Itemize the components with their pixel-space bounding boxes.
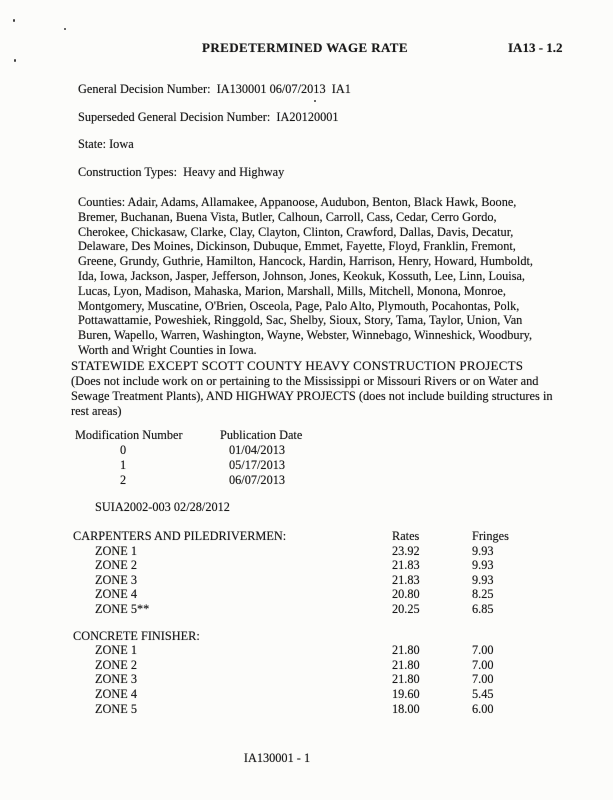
modification-number-header: Modification Number [75,428,183,442]
wage-row [73,558,563,573]
rate-value: 18.00 [392,701,420,716]
rate-value: 21.83 [392,558,420,573]
superseded-decision-number: Superseded General Decision Number: IA20120001 [78,110,339,124]
page-footer: IA130001 - 1 [243,751,311,765]
publication-date-header: Publication Date [220,428,303,442]
construction-types-line: Construction Types: Heavy and Highway [78,165,285,179]
project-scope-heading: STATEWIDE EXCEPT SCOTT COUNTY HEAVY CONSTRUCTION PROJECTS [71,358,524,373]
modification-row [75,458,375,473]
project-scope-note: (Does not include work on or pertaining to the Mississippi or Missouri Rivers or on Water and Sewage Treatment Plants), AND HIGHWAY PROJECTS (does not include building structures in rest areas) [71,374,553,418]
rate-value: 19.60 [392,686,420,701]
fringe-value: 7.00 [472,643,494,658]
wage-row [73,687,563,702]
rates-column-header: Rates [392,529,420,543]
wage-row [73,587,563,602]
wage-row [73,658,563,673]
zone-label: ZONE 5** [95,601,150,616]
modification-number: 1 [120,458,127,472]
counties-paragraph: Counties: Adair, Adams, Allamakee, Appanoose, Audubon, Benton, Black Hawk, Boone, Bremer, Buchanan, Buena Vista, Butler, Calhoun, Carroll, Cass, Cedar, Cerro Gordo, Cherokee, Chickasaw, Clarke, Clay, Clayton, Clinton, Crawford, Dallas, Davis, Decatur, Delaware, Des Moines, Dickinson, Dubuque, Emmet, Fayette, Floyd, Franklin, Fremont, Greene, Grundy, Guthrie, Hamilton, Hancock, Hardin, Harrison, Henry, Howard, Humboldt, Ida, Iowa, Jackson, Jasper, Jefferson, Johnson, Jones, Keokuk, Kossuth, Lee, Linn, Louisa, Lucas, Lyon, Madison, Mahaska, Marion, Marshall, Mills, Mitchell, Monona, Monroe, Montgomery, Muscatine, O'Brien, Osceola, Page, Palo Alto, Plymouth, Pocahontas, Polk, Pottawattamie, Poweshiek, Ringgold, Sac, Shelby, Sioux, Story, Tama, Taylor, Union, Van Buren, Wapello, Warren, Washington, Wayne, Webster, Winnebago, Winneshick, Woodbury, Worth and Wright Counties in Iowa. [78,195,533,357]
modification-row [75,443,375,458]
fringes-column-header: Fringes [472,529,509,543]
zone-label: ZONE 1 [95,543,138,558]
fringe-value: 9.93 [472,543,494,558]
wage-row [73,672,563,687]
rate-value: 21.80 [392,672,420,687]
fringe-value: 5.45 [472,686,494,701]
rate-value: 23.92 [392,543,420,558]
fringe-value: 7.00 [472,672,494,687]
zone-label: ZONE 2 [95,657,138,672]
fringe-value: 8.25 [472,587,494,602]
publication-date: 05/17/2013 [229,458,286,472]
state-line: State: Iowa [78,137,134,151]
scan-speck [14,59,16,62]
modification-number: 2 [120,473,127,487]
wage-section-header-row [73,529,563,544]
rate-value: 21.80 [392,657,420,672]
scan-speck [64,28,66,30]
wage-row [73,602,563,617]
fringe-value: 9.93 [472,572,494,587]
wage-rate-table [73,529,563,716]
modification-number: 0 [120,443,127,457]
classification-title: CONCRETE FINISHER: [73,628,200,643]
zone-label: ZONE 4 [95,686,138,701]
scan-speck [314,100,316,102]
zone-label: ZONE 5 [95,701,138,716]
modifications-table [75,428,375,488]
wage-row [73,643,563,658]
publication-date: 06/07/2013 [229,473,286,487]
zone-label: ZONE 3 [95,672,138,687]
scan-speck [13,19,15,22]
modification-row [75,473,375,488]
rate-value: 20.80 [392,587,420,602]
fringe-value: 9.93 [472,558,494,573]
rate-value: 20.25 [392,601,420,616]
zone-label: ZONE 1 [95,643,138,658]
zone-label: ZONE 2 [95,558,138,573]
rate-value: 21.80 [392,643,420,658]
fringe-value: 6.85 [472,601,494,616]
classification-title: CARPENTERS AND PILEDRIVERMEN: [73,529,287,543]
publication-date: 01/04/2013 [229,443,286,457]
rate-value: 21.83 [392,572,420,587]
document-code: IA13 - 1.2 [508,40,563,55]
fringe-value: 6.00 [472,701,494,716]
zone-label: ZONE 4 [95,587,138,602]
wage-row [73,702,563,717]
modifications-header-row [75,428,375,443]
survey-reference: SUIA2002-003 02/28/2012 [95,500,230,514]
wage-section-header-row [73,629,563,644]
page-title: PREDETERMINED WAGE RATE [202,40,408,55]
fringe-value: 7.00 [472,657,494,672]
general-decision-number: General Decision Number: IA130001 06/07/2013 IA1 [78,82,351,96]
zone-label: ZONE 3 [95,572,138,587]
wage-row [73,544,563,559]
wage-row [73,573,563,588]
